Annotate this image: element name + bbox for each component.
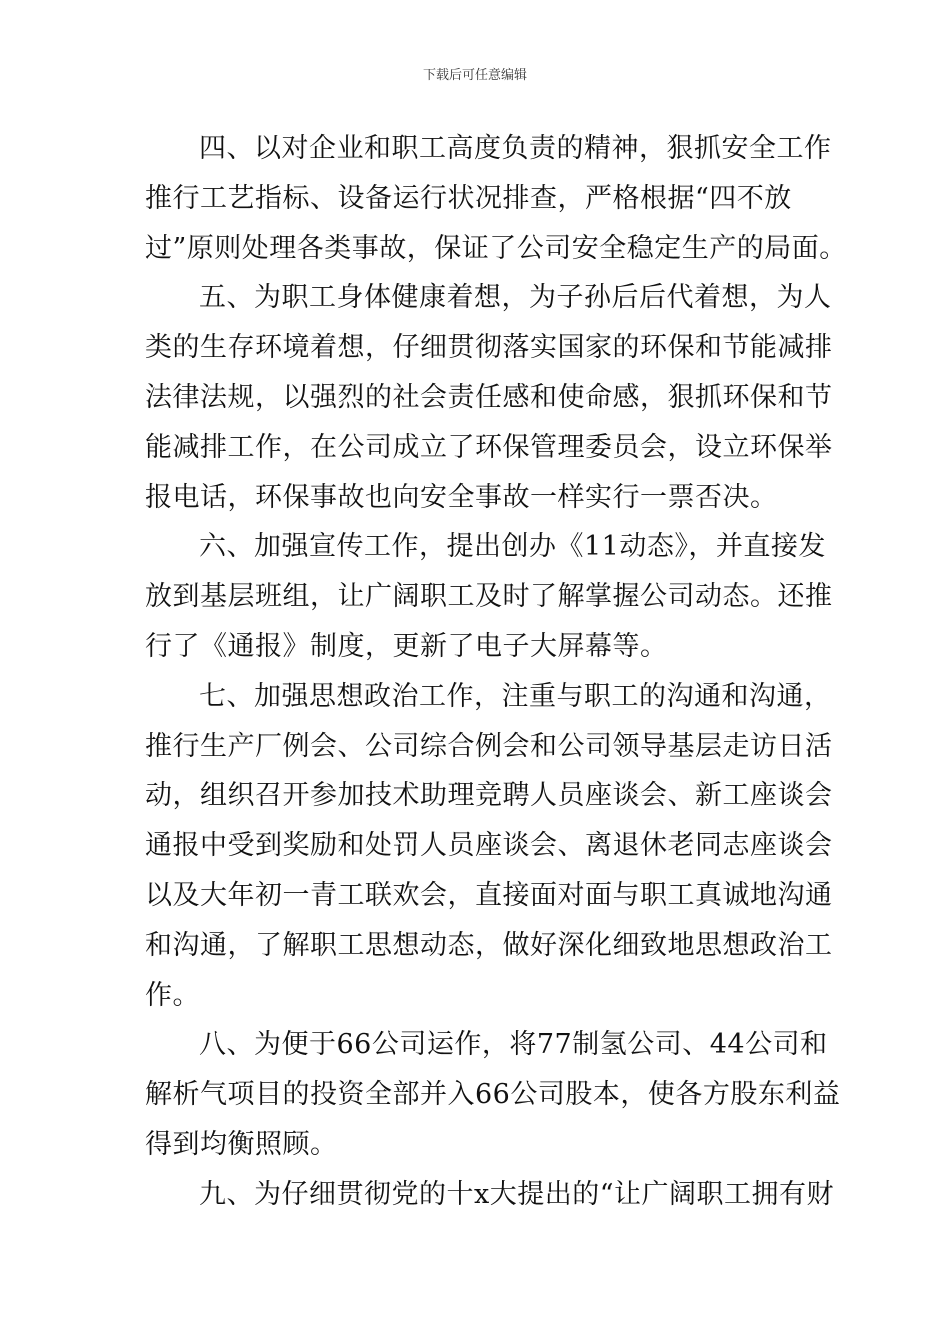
paragraph-4 (145, 124, 847, 273)
paragraph-line: 作。 (145, 979, 200, 1011)
paragraph-8 (145, 1020, 841, 1169)
paragraph-6 (145, 522, 833, 671)
document-body (145, 124, 847, 1220)
paragraph-line: 类的生存环境着想，仔细贯彻落实国家的环保和节能减排 (145, 332, 833, 364)
paragraph-line: 法律法规，以强烈的社会责任感和使命感，狠抓环保和节 (145, 381, 833, 413)
paragraph-line: 行了《通报》制度，更新了电子大屏幕等。 (145, 630, 668, 662)
paragraph-line: 得到均衡照顾。 (145, 1128, 338, 1160)
paragraph-line: 能减排工作，在公司成立了环保管理委员会，设立环保举 (145, 431, 833, 463)
paragraph-line: 放到基层班组，让广阔职工及时了解掌握公司动态。还推 (145, 581, 833, 613)
paragraph-line: 通报中受到奖励和处罚人员座谈会、离退休老同志座谈会 (145, 830, 833, 862)
paragraph-line: 动，组织召开参加技术助理竞聘人员座谈会、新工座谈会 (145, 780, 833, 812)
paragraph-line: 七、加强思想政治工作，注重与职工的沟通和沟通， (199, 680, 832, 712)
paragraph-line: 九、为仔细贯彻党的十x大提出的“让广阔职工拥有财 (199, 1178, 835, 1210)
paragraph-line: 六、加强宣传工作，提出创办《11动态》，并直接发 (199, 531, 826, 563)
paragraph-line: 以及大年初一青工联欢会，直接面对面与职工真诚地沟通 (145, 879, 833, 911)
paragraph-7 (145, 672, 833, 1021)
paragraph-line: 推行生产厂例会、公司综合例会和公司领导基层走访日活 (145, 730, 833, 762)
paragraph-line: 和沟通，了解职工思想动态，做好深化细致地思想政治工 (145, 929, 833, 961)
paragraph-line: 推行工艺指标、设备运行状况排查，严格根据“四不放 (145, 182, 792, 214)
paragraph-line: 五、为职工身体健康着想，为子孙后后代着想，为人 (199, 282, 832, 314)
paragraph-line: 解析气项目的投资全部并入66公司股本，使各方股东利益 (145, 1079, 841, 1111)
paragraph-9 (145, 1170, 835, 1220)
paragraph-line: 八、为便于66公司运作，将77制氢公司、44公司和 (199, 1029, 828, 1061)
paragraph-line: 过”原则处理各类事故，保证了公司安全稳定生产的局面。 (145, 232, 847, 264)
paragraph-5 (145, 273, 833, 522)
paragraph-line: 四、以对企业和职工高度负责的精神，狠抓安全工作 (199, 133, 832, 164)
page-header-note: 下载后可任意编辑 (422, 68, 527, 83)
paragraph-line: 报电话，环保事故也向安全事故一样实行一票否决。 (145, 481, 778, 513)
